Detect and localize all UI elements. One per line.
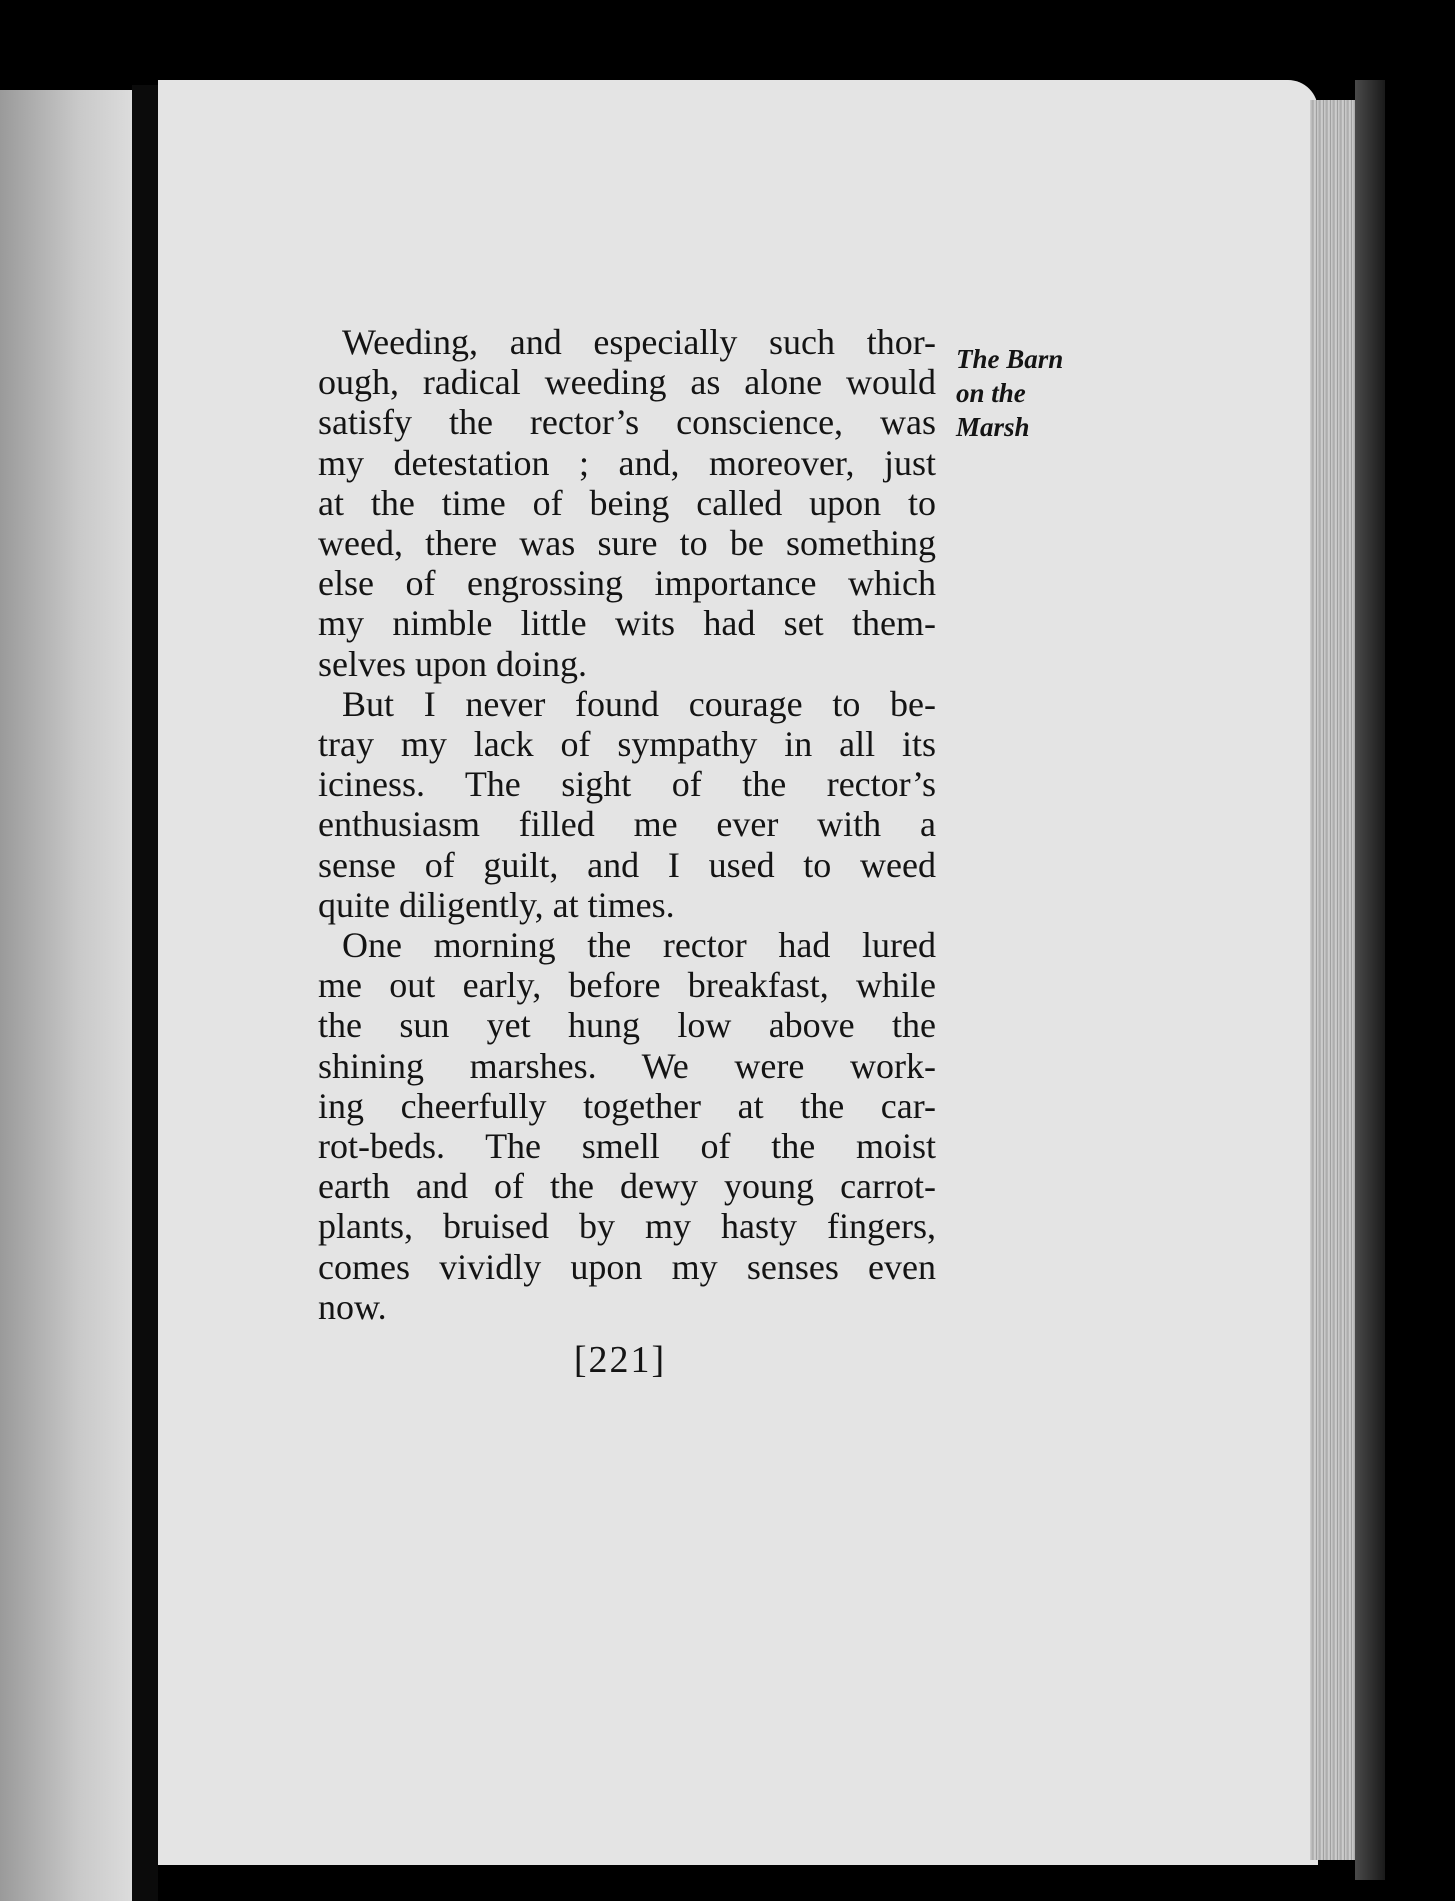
text-line: selves upon doing. — [318, 643, 587, 684]
text-line: at the time of being called upon to — [318, 482, 936, 523]
text-line: ing cheerfully together at the car- — [318, 1085, 936, 1126]
sidenote-line: on the — [956, 378, 1026, 408]
text-line: shining marshes. We were work- — [318, 1045, 936, 1086]
text-line: tray my lack of sympathy in all its — [318, 724, 936, 765]
text-line: rot-beds. The smell of the moist — [318, 1126, 936, 1167]
text-line: But I never found courage to be- — [342, 683, 936, 724]
paragraph-3 — [318, 925, 936, 1327]
sidenote-line: Marsh — [956, 412, 1030, 442]
paragraph-2 — [318, 684, 936, 925]
text-line: satisfy the rector’s conscience, was — [318, 402, 936, 443]
text-line: ough, radical weeding as alone would — [318, 362, 936, 403]
running-head-sidenote — [956, 342, 1086, 444]
text-line: iciness. The sight of the rector’s — [318, 764, 936, 805]
facing-page-edge — [0, 90, 132, 1901]
text-line: my nimble little wits had set them- — [318, 603, 936, 644]
paragraph-1 — [318, 322, 936, 684]
text-line: Weeding, and especially such thor- — [342, 322, 936, 362]
text-line: enthusiasm filled me ever with a — [318, 804, 936, 845]
text-line: quite diligently, at times. — [318, 884, 675, 925]
text-line: sense of guilt, and I used to weed — [318, 844, 936, 885]
text-line: the sun yet hung low above the — [318, 1005, 936, 1046]
text-line: now. — [318, 1286, 387, 1327]
text-line: comes vividly upon my senses even — [318, 1246, 936, 1287]
sidenote-line: The Barn — [956, 344, 1064, 374]
page-block-edge — [1310, 100, 1355, 1860]
book-gutter — [132, 85, 158, 1901]
text-line: else of engrossing importance which — [318, 563, 936, 604]
page-number: [221] — [573, 1339, 667, 1381]
text-line: me out early, before breakfast, while — [318, 965, 936, 1006]
text-line: weed, there was sure to be something — [318, 523, 936, 564]
text-line: my detestation ; and, moreover, just — [318, 442, 936, 483]
text-line: One morning the rector had lured — [342, 925, 936, 966]
text-line: earth and of the dewy young carrot- — [318, 1166, 936, 1207]
text-line: plants, bruised by my hasty fingers, — [318, 1206, 936, 1247]
cover-edge — [1355, 80, 1385, 1880]
body-text — [318, 322, 936, 1327]
